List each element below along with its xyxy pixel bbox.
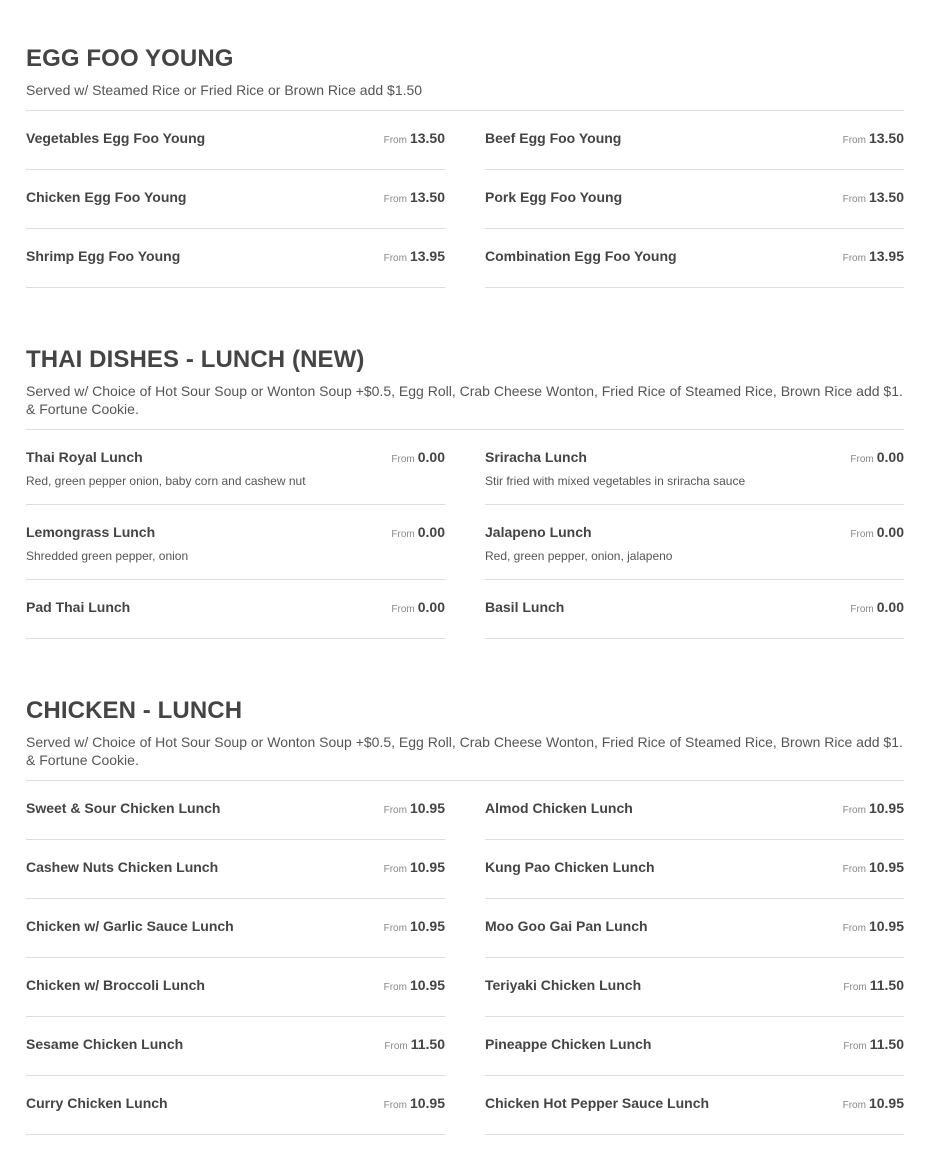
menu-item[interactable] — [485, 505, 904, 580]
menu-item[interactable] — [485, 229, 904, 288]
menu-item[interactable] — [26, 111, 445, 170]
menu-item-name: Jalapeno Lunch — [485, 524, 592, 540]
menu-item[interactable] — [485, 170, 904, 229]
price-amount: 0.00 — [876, 599, 904, 615]
section-title: EGG FOO YOUNG — [26, 45, 234, 72]
menu-section-egg-foo-young — [26, 45, 904, 288]
menu-item-price — [843, 248, 904, 267]
price-amount: 13.50 — [868, 130, 904, 146]
menu-item[interactable] — [26, 899, 445, 958]
menu-item[interactable] — [26, 1076, 445, 1135]
menu-item-name: Curry Chicken Lunch — [26, 1095, 168, 1111]
menu-item-name: Thai Royal Lunch — [26, 449, 143, 465]
price-amount: 0.00 — [417, 449, 445, 465]
menu-item[interactable] — [485, 840, 904, 899]
menu-item-price — [843, 977, 904, 996]
menu-item-grid — [26, 430, 904, 639]
menu-item-name: Sweet & Sour Chicken Lunch — [26, 800, 221, 816]
from-label: From — [842, 805, 866, 816]
from-label: From — [843, 982, 867, 993]
menu-item-price — [843, 859, 904, 878]
section-title: THAI DISHES - LUNCH (NEW) — [26, 346, 365, 373]
menu-item-description: Red, green pepper onion, baby corn and cashew nut — [26, 474, 306, 488]
from-label: From — [383, 805, 407, 816]
section-description: Served w/ Choice of Hot Sour Soup or Wonton Soup +$0.5, Egg Roll, Crab Cheese Wonton, Fried Rice of Steamed Rice, Brown Rice add $1. & Fortune Cookie. — [26, 383, 903, 417]
price-amount: 13.50 — [409, 189, 445, 205]
menu-section-chicken-lunch — [26, 697, 904, 1135]
price-amount: 10.95 — [868, 1095, 904, 1111]
from-label: From — [842, 923, 866, 934]
menu-item[interactable] — [485, 899, 904, 958]
price-amount: 10.95 — [868, 918, 904, 934]
menu-item-price — [391, 524, 445, 543]
menu-item-name: Vegetables Egg Foo Young — [26, 130, 206, 146]
from-label: From — [391, 529, 415, 540]
price-amount: 10.95 — [868, 859, 904, 875]
price-amount: 13.95 — [409, 248, 445, 264]
menu-item-price — [384, 918, 445, 937]
menu-item-name: Pork Egg Foo Young — [485, 189, 623, 205]
menu-item-price — [850, 524, 904, 543]
menu-item-price — [384, 189, 445, 208]
from-label: From — [383, 923, 407, 934]
menu-item-name: Combination Egg Foo Young — [485, 248, 677, 264]
price-amount: 10.95 — [409, 800, 445, 816]
menu-item-name: Chicken w/ Garlic Sauce Lunch — [26, 918, 234, 934]
menu-item-name: Shrimp Egg Foo Young — [26, 248, 181, 264]
menu-item[interactable] — [26, 1017, 445, 1076]
section-description: Served w/ Steamed Rice or Fried Rice or Brown Rice add $1.50 — [26, 82, 423, 98]
from-label: From — [842, 1100, 866, 1111]
menu-section-thai-dishes-lunch — [26, 346, 904, 639]
section-description: Served w/ Choice of Hot Sour Soup or Wonton Soup +$0.5, Egg Roll, Crab Cheese Wonton, Fried Rice of Steamed Rice, Brown Rice add $1. & Fortune Cookie. — [26, 734, 903, 768]
price-amount: 10.95 — [409, 918, 445, 934]
menu-item-name: Lemongrass Lunch — [26, 524, 156, 540]
from-label: From — [383, 253, 407, 264]
menu-item-name: Pad Thai Lunch — [26, 599, 131, 615]
from-label: From — [842, 194, 866, 205]
price-amount: 13.50 — [868, 189, 904, 205]
from-label: From — [391, 454, 415, 465]
menu-item-name: Sesame Chicken Lunch — [26, 1036, 184, 1052]
menu-item-price — [384, 800, 445, 819]
menu-item-name: Chicken w/ Broccoli Lunch — [26, 977, 205, 993]
from-label: From — [850, 454, 874, 465]
menu-item-name: Sriracha Lunch — [485, 449, 587, 465]
price-amount: 10.95 — [409, 1095, 445, 1111]
price-amount: 10.95 — [868, 800, 904, 816]
menu-item[interactable] — [485, 430, 904, 505]
menu-item[interactable] — [26, 430, 445, 505]
price-amount: 11.50 — [410, 1036, 445, 1052]
menu-item[interactable] — [26, 781, 445, 840]
from-label: From — [850, 604, 874, 615]
from-label: From — [383, 135, 407, 146]
menu-item-price — [850, 599, 904, 618]
from-label: From — [843, 1041, 867, 1052]
price-amount: 13.50 — [409, 130, 445, 146]
price-amount: 10.95 — [409, 859, 445, 875]
menu-item[interactable] — [485, 781, 904, 840]
from-label: From — [383, 864, 407, 875]
menu-item-description: Shredded green pepper, onion — [26, 549, 189, 563]
from-label: From — [383, 1100, 407, 1111]
price-amount: 13.95 — [868, 248, 904, 264]
price-amount: 11.50 — [869, 977, 904, 993]
menu-item-name: Teriyaki Chicken Lunch — [485, 977, 642, 993]
menu-item-description: Stir fried with mixed vegetables in sriracha sauce — [485, 474, 746, 488]
menu-item[interactable] — [26, 505, 445, 580]
menu-item[interactable] — [26, 580, 445, 639]
from-label: From — [383, 982, 407, 993]
from-label: From — [384, 1041, 408, 1052]
menu-item[interactable] — [485, 958, 904, 1017]
section-title: CHICKEN - LUNCH — [26, 697, 243, 724]
menu-item[interactable] — [485, 1017, 904, 1076]
menu-item-price — [391, 449, 445, 468]
menu-item-name: Almod Chicken Lunch — [485, 800, 633, 816]
menu-item-price — [384, 1036, 445, 1055]
menu-item-price — [384, 130, 445, 149]
menu-item[interactable] — [26, 170, 445, 229]
menu-item-price — [843, 1095, 904, 1114]
price-amount: 10.95 — [409, 977, 445, 993]
menu-item-price — [843, 800, 904, 819]
menu-item-price — [384, 248, 445, 267]
menu-item-price — [384, 1095, 445, 1114]
from-label: From — [850, 529, 874, 540]
menu-item-price — [391, 599, 445, 618]
from-label: From — [391, 604, 415, 615]
menu-item-name: Moo Goo Gai Pan Lunch — [485, 918, 648, 934]
from-label: From — [842, 135, 866, 146]
from-label: From — [383, 194, 407, 205]
price-amount: 0.00 — [417, 524, 445, 540]
menu-item-name: Chicken Egg Foo Young — [26, 189, 187, 205]
menu-item-price — [384, 977, 445, 996]
menu-item-price — [843, 189, 904, 208]
menu-item-price — [843, 130, 904, 149]
menu-item-name: Beef Egg Foo Young — [485, 130, 622, 146]
menu-item-name: Chicken Hot Pepper Sauce Lunch — [485, 1095, 710, 1111]
menu-item[interactable] — [26, 840, 445, 899]
from-label: From — [842, 864, 866, 875]
menu-item-name: Basil Lunch — [485, 599, 565, 615]
price-amount: 0.00 — [876, 449, 904, 465]
menu-item-price — [843, 918, 904, 937]
price-amount: 0.00 — [417, 599, 445, 615]
price-amount: 0.00 — [876, 524, 904, 540]
menu-item-grid — [26, 781, 904, 1135]
menu-item-name: Cashew Nuts Chicken Lunch — [26, 859, 219, 875]
menu-item-description: Red, green pepper, onion, jalapeno — [485, 549, 673, 563]
price-amount: 11.50 — [869, 1036, 904, 1052]
menu-item-price — [384, 859, 445, 878]
menu-item[interactable] — [26, 958, 445, 1017]
menu-item-name: Kung Pao Chicken Lunch — [485, 859, 655, 875]
from-label: From — [842, 253, 866, 264]
menu-item-price — [843, 1036, 904, 1055]
menu-item-price — [850, 449, 904, 468]
menu-item[interactable] — [26, 229, 445, 288]
menu-item[interactable] — [485, 1076, 904, 1135]
menu-item-name: Pineappe Chicken Lunch — [485, 1036, 652, 1052]
menu-item[interactable] — [485, 111, 904, 170]
menu-item[interactable] — [485, 580, 904, 639]
menu-item-grid — [26, 111, 904, 288]
